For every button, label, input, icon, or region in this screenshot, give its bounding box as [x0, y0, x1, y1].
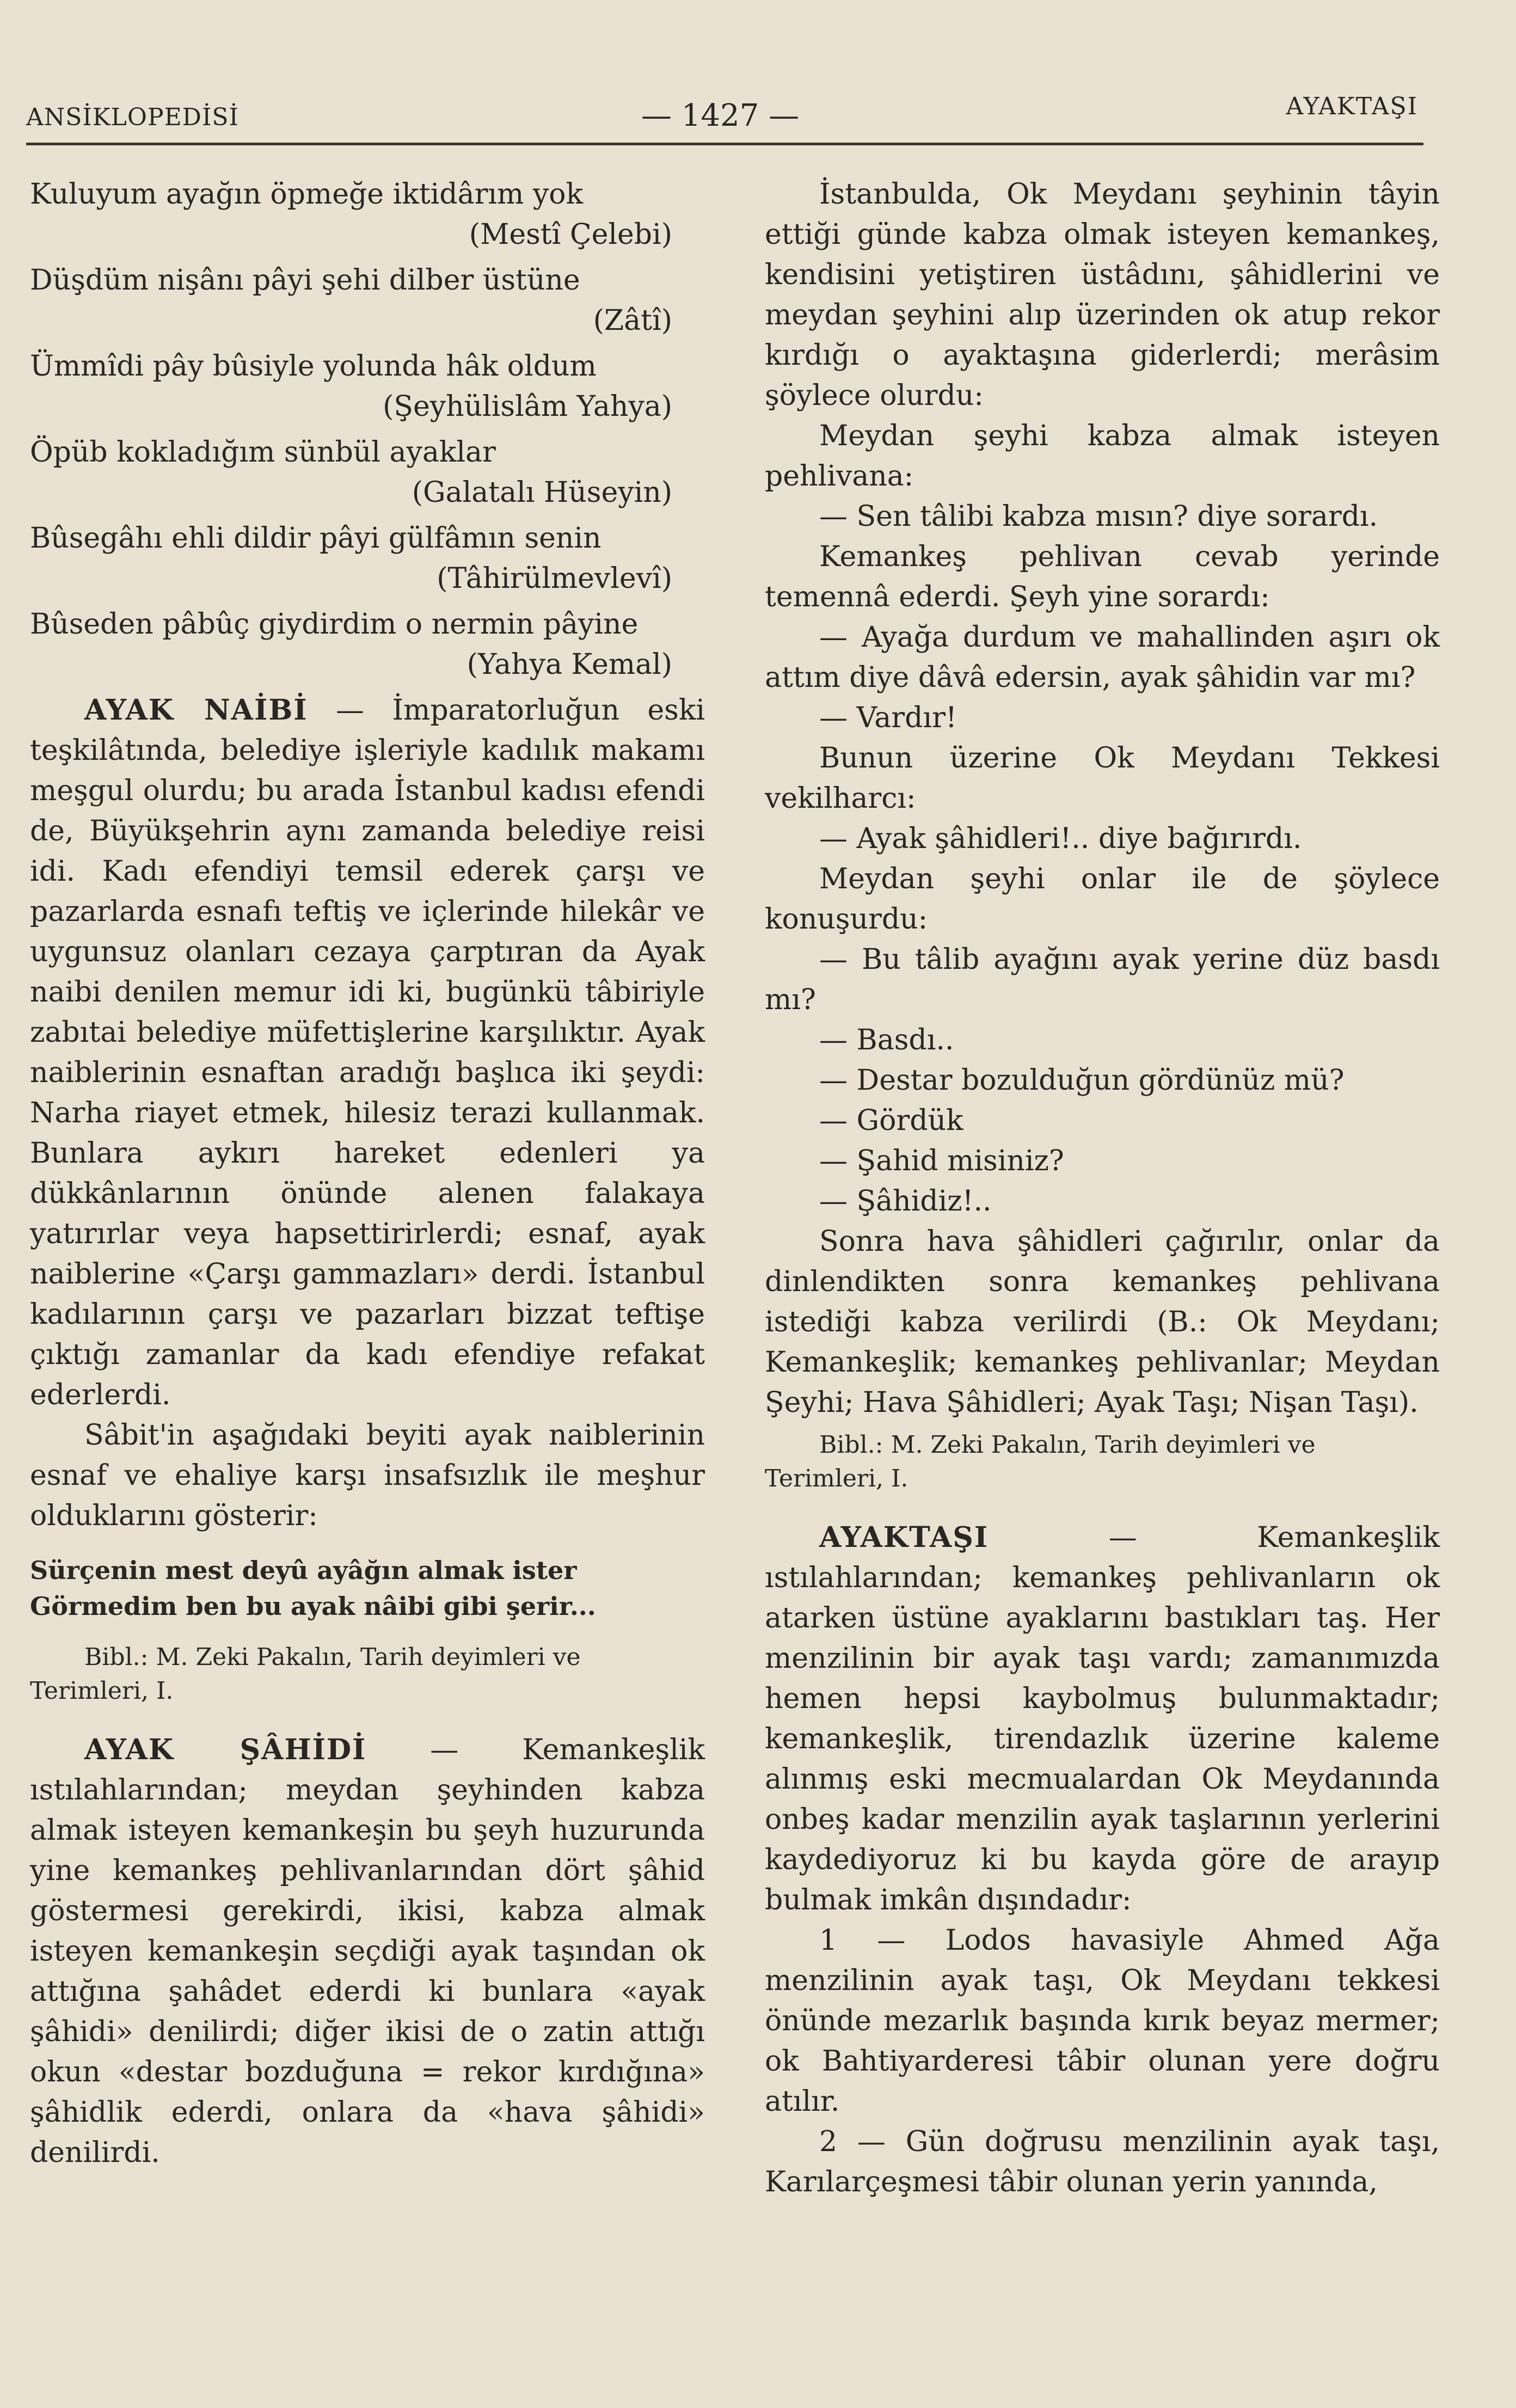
verse-attribution: (Yahya Kemal): [467, 648, 672, 681]
verse-attribution: (Şeyhülislâm Yahya): [383, 390, 672, 423]
verse-attribution: (Mestî Çelebi): [469, 218, 672, 251]
verse-line: Düşdüm nişânı pâyi şehi dilber üstüne: [30, 264, 580, 297]
entry-ayak-naibi: [30, 690, 705, 1415]
dialog-line: — Ayak şâhidleri!.. diye bağırırdı.: [819, 822, 1302, 855]
verse-3: [30, 346, 705, 427]
verse-2: [30, 260, 705, 341]
dialog-line: — Vardır!: [819, 702, 957, 734]
header-keyword: AYAKTAŞI: [1286, 93, 1418, 120]
verse-line: Bûseden pâbûç giydirdim o nermin pâyine: [30, 608, 639, 641]
page-header: [26, 93, 1418, 147]
entry-term: AYAK NAİBİ: [84, 693, 308, 727]
dialog-line: — Şahid misiniz?: [819, 1145, 1064, 1177]
bibliography: Bibl.: M. Zeki Pakalın, Tarih deyimleri ve Terimleri, I.: [765, 1431, 1316, 1492]
paragraph-sabit: Sâbit'in aşağıdaki beyiti ayak naiblerinin esnaf ve ehaliye karşı insafsızlık ile meşhur olduklarını gösterir:: [30, 1419, 705, 1532]
paragraph: Sonra hava şâhidleri çağırılır, onlar da dinlendikten sonra kemankeş pehlivana istediği kabza verilirdi (B.: Ok Meydanı; Kemankeşlik; kemankeş pehlivanlar; Meydan Şeyhi; Hava Şâhidleri; Ayak Taşı; Nişan Taşı).: [765, 1225, 1440, 1419]
dialog-line: — Ayağa durdum ve mahallinden aşırı ok attım diye dâvâ edersin, ayak şâhidin var mı?: [765, 621, 1440, 694]
dialog-line: — Şâhidiz!..: [819, 1185, 992, 1218]
dialog-line: — Destar bozulduğun gördünüz mü?: [819, 1064, 1345, 1097]
list-item: 2 — Gün doğrusu menzilinin ayak taşı, Karılarçeşmesi tâbir olunan yerin yanında,: [765, 2126, 1440, 2198]
dialog-line: — Bu tâlib ayağını ayak yerine düz basdı mı?: [765, 943, 1440, 1016]
verse-line: Bûsegâhı ehli dildir pâyi gülfâmın senin: [30, 522, 602, 555]
dialog-line: — Gördük: [819, 1104, 963, 1137]
paragraph: Bunun üzerine Ok Meydanı Tekkesi vekilharcı:: [765, 742, 1440, 815]
entry-ayak-sahidi: [30, 1730, 705, 2173]
dialog-line: — Sen tâlibi kabza mısın? diye sorardı.: [819, 500, 1378, 533]
verse-line: Kuluyum ayağın öpmeğe iktidârım yok: [30, 178, 584, 211]
list-item: 1 — Lodos havasiyle Ahmed Ağa menzilinin ayak taşı, Ok Meydanı tekkesi önünde mezarlık başında kırık beyaz mermer; ok Bahtiyarderesi tâbir olunan yere doğru atılır.: [765, 1924, 1440, 2118]
header-rule: [26, 143, 1423, 145]
entry-text: — Kemankeşlik ıstılahlarından; kemankeş pehlivanların ok atarken üstüne ayaklarını bastıkları taş. Her menzilinin bir ayak taşı vardı; zamanımızda hemen hepsi kaybolmuş bulunmaktadır; kemankeşlik, tirendazlık üzerine kaleme alınmış eski mecmualardan Ok Meydanında onbeş kadar menzilin ayak taşlarının yerlerini kaydediyoruz ki bu kayda göre de arayıp bulmak imkân dışındadır:: [765, 1521, 1440, 1916]
verse-attribution: (Zâtî): [593, 304, 672, 337]
couplet-line: Sürçenin mest deyû ayâğın almak ister: [30, 1556, 577, 1585]
dialog-line: — Basdı..: [819, 1024, 954, 1056]
verse-5: [30, 518, 705, 599]
paragraph: Meydan şeyhi onlar ile de şöylece konuşurdu:: [765, 863, 1440, 936]
verse-attribution: (Tâhirülmevlevî): [437, 562, 672, 595]
bibliography: Bibl.: M. Zeki Pakalın, Tarih deyimleri ve Terimleri, I.: [30, 1643, 581, 1705]
paragraph: Meydan şeyhi kabza almak isteyen pehlivana:: [765, 420, 1440, 493]
entry-text: — Kemankeşlik ıstılahlarından; meydan şeyhinden kabza almak isteyen kemankeşin bu şeyh huzurunda yine kemankeş pehlivanlarından dört şâhid göstermesi gerekirdi, ikisi, kabza almak isteyen kemankeşin seçdiği ayak taşından ok attığına şahâdet ederdi ki bunlara «ayak şâhidi» denilirdi; diğer ikisi de o zatin attığı okun «destar bozduğuna = rekor kırdığına» şâhidlik ederdi, onlara da «hava şâhidi» denilirdi.: [30, 1734, 705, 2169]
sabit-couplet: [30, 1552, 705, 1624]
couplet-line: Görmedim ben bu ayak nâibi gibi şerir...: [30, 1592, 596, 1621]
right-column: [765, 174, 1440, 2202]
verse-6: [30, 604, 705, 685]
entry-text: — İmparatorluğun eski teşkilâtında, belediye işleriyle kadılık makamı meşgul olurdu; bu arada İstanbul kadısı efendi de, Büyükşehrin aynı zamanda belediye reisi idi. Kadı efendiyi temsil ederek çarşı ve pazarlarda esnafı teftiş ve içlerinde hilekâr ve uygunsuz olanları cezaya çarptıran da Ayak naibi denilen memur idi ki, bugünkü tâbiriyle zabıtai belediye müfettişlerine karşılıktır. Ayak naiblerinin esnaftan aradığı başlıca iki şeydi: Narha riayet etmek, hilesiz terazi kullanmak. Bunlara aykırı hareket edenleri ya dükkânlarının önünde alenen falakaya yatırırlar veya hapsettirirlerdi; esnaf, ayak naiblerine «Çarşı gammazları» derdi. İstanbul kadılarının çarşı ve pazarları bizzat teftişe çıktığı zamanlar da kadı efendiye refakat ederlerdi.: [30, 694, 705, 1411]
entry-term: AYAK ŞÂHİDİ: [84, 1733, 367, 1766]
paragraph: Kemankeş pehlivan cevab yerinde temennâ ederdi. Şeyh yine sorardı:: [765, 540, 1440, 613]
entry-ayaktasi: [765, 1518, 1440, 1920]
header-publication: ANSİKLOPEDİSİ: [26, 103, 239, 131]
verse-attribution: (Galatalı Hüseyin): [412, 476, 672, 509]
paragraph: İstanbulda, Ok Meydanı şeyhinin tâyin ettiği günde kabza olmak isteyen kemankeş, kendisini yetiştiren üstâdını, şâhidlerini ve meydan şeyhini alıp üzerinden ok atup rekor kırdığı o ayaktaşına giderlerdi; merâsim şöylece olurdu:: [765, 178, 1440, 412]
page-number: — 1427 —: [641, 98, 800, 133]
verse-line: Öpüb kokladığım sünbül ayaklar: [30, 436, 496, 469]
left-column: [30, 174, 705, 2173]
verse-line: Ümmîdi pây bûsiyle yolunda hâk oldum: [30, 350, 597, 383]
entry-term: AYAKTAŞI: [819, 1521, 989, 1554]
verse-4: [30, 432, 705, 513]
verse-1: [30, 174, 705, 255]
